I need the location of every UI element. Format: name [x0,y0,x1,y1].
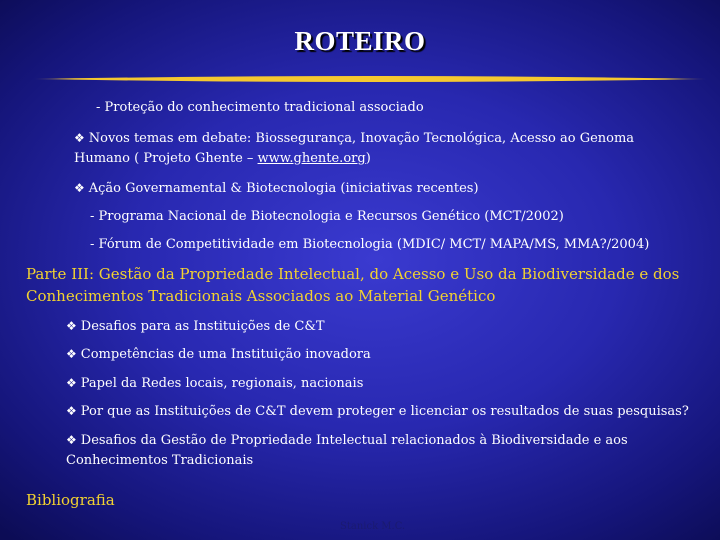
section-heading-part3-line2: Conhecimentos Tradicionais Associados ao Material Genético [26,287,496,305]
section-heading-part3-line1: Parte III: Gestão da Propriedade Intelectual, do Acesso e Uso da Biodiversidade e dos [26,265,680,283]
bullet-item-acao [74,180,479,197]
bullet-text: Ação Governamental & Biotecnologia (iniciativas recentes) [88,181,479,196]
bullet-text: Competências de uma Instituição inovadora [80,347,371,362]
bullet-text: Papel da Redes locais, regionais, nacionais [80,376,364,391]
diamond-bullet-icon: ❖ [66,347,77,361]
text-line-protecao: - Proteção do conhecimento tradicional associado [96,100,424,115]
bullet-item-desafios-gestao [66,432,628,449]
footer-author: Stanick M.C. [340,521,406,532]
text-fragment: ) [365,151,371,166]
diamond-bullet-icon: ❖ [74,131,85,145]
bullet-item-por-que [66,403,689,420]
text-line-programa: - Programa Nacional de Biotecnologia e Recursos Genético (MCT/2002) [90,209,564,224]
bullet-text: Por que as Instituições de C&T devem proteger e licenciar os resultados de suas pesquisas? [80,404,689,419]
diamond-bullet-icon: ❖ [66,319,77,333]
title-underline [34,73,706,85]
slide-title: ROTEIRO [294,26,426,56]
bullet-item-novos-temas [74,130,634,147]
text-line-conhecimentos: Conhecimentos Tradicionais [66,453,254,468]
text-line-forum: - Fórum de Competitividade em Biotecnologia (MDIC/ MCT/ MAPA/MS, MMA?/2004) [90,237,650,252]
text-fragment: Humano ( Projeto Ghente – [74,151,258,166]
bullet-text: Desafios para as Instituições de C&T [80,319,325,334]
bullet-item-competencias [66,346,371,363]
diamond-bullet-icon: ❖ [66,404,77,418]
text-line-humano [74,150,371,167]
ghente-link[interactable]: www.ghente.org [257,151,366,166]
diamond-bullet-icon: ❖ [66,433,77,447]
bullet-text: Desafios da Gestão de Propriedade Intelectual relacionados à Biodiversidade e aos [80,433,628,448]
bullet-item-redes [66,375,363,392]
diamond-bullet-icon: ❖ [74,181,85,195]
bullet-text: Novos temas em debate: Biossegurança, Inovação Tecnológica, Acesso ao Genoma [88,131,635,146]
section-heading-bibliografia: Bibliografia [26,491,115,509]
bullet-item-desafios [66,318,325,335]
diamond-bullet-icon: ❖ [66,376,77,390]
